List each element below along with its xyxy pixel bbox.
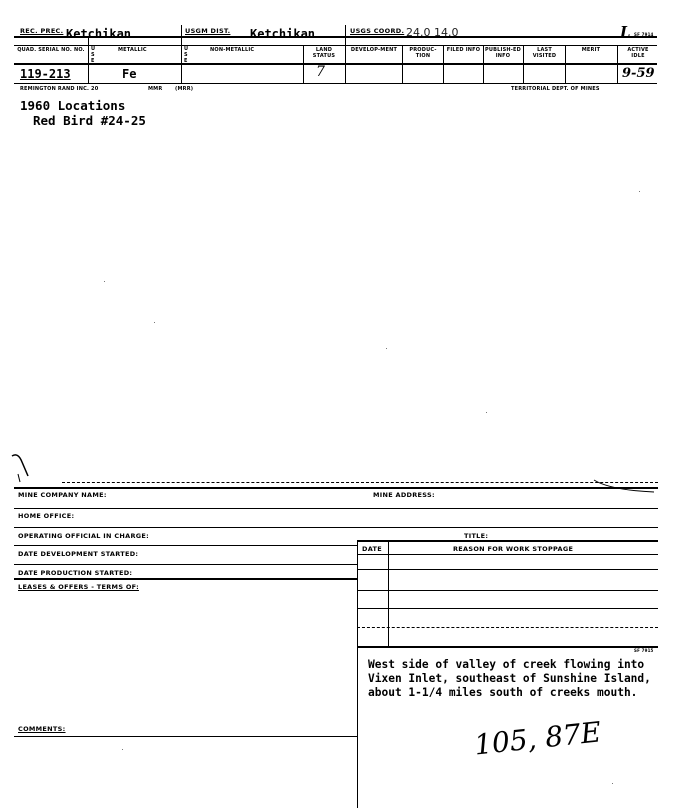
col-divider-8 — [523, 45, 524, 84]
entry-bottom-rule — [14, 83, 657, 84]
operating-official-label: OPERATING OFFICIAL IN CHARGE: — [18, 532, 150, 540]
date-table-top-rule — [357, 540, 658, 542]
col-production: PRODUC-TION — [409, 47, 437, 59]
mine-company-rule — [14, 487, 658, 489]
col-divider-6 — [443, 45, 444, 84]
usgs-coord-label: USGS COORD. — [350, 27, 405, 35]
col-non-metallic: NON-METALLIC — [210, 47, 255, 53]
date-prod-rule — [14, 564, 357, 565]
lower-top-rule — [62, 482, 658, 483]
usgm-dist-label: USGM DIST. — [185, 27, 231, 35]
speck — [154, 322, 155, 323]
date-table-row-rule — [357, 627, 658, 628]
date-dev-rule — [14, 545, 357, 546]
speck — [122, 749, 123, 750]
top-right-curl — [590, 476, 660, 496]
handwritten-code: 105, 87E — [472, 715, 603, 762]
rec-prec-label: REC. PREC. — [20, 27, 64, 35]
location-description-line-3: about 1-1/4 miles south of creeks mouth. — [368, 686, 638, 699]
col-divider-1 — [88, 37, 89, 84]
speck — [104, 281, 105, 282]
col-metallic: METALLIC — [118, 47, 147, 53]
usgs-coord-value: 24.0 14.0 — [406, 26, 459, 39]
rec-prec-value: Ketchikan — [66, 27, 132, 41]
usgm-dist-value: Ketchikan — [250, 27, 316, 41]
col-divider-7 — [483, 45, 484, 84]
date-column-header: DATE — [362, 545, 382, 553]
col-divider-2 — [181, 25, 182, 84]
leases-rule — [14, 578, 357, 580]
mine-address-label: MINE ADDRESS: — [373, 491, 435, 499]
mine-company-name-label: MINE COMPANY NAME: — [18, 491, 107, 499]
col-land-status: LAND STATUS — [312, 47, 336, 59]
corner-fold-mark — [8, 446, 58, 486]
col-quad-serial: QUAD. SERIAL NO. NO. — [17, 47, 85, 53]
comments-rule — [14, 736, 357, 737]
col-published-info: PUBLISH-ED INFO — [485, 47, 522, 59]
col-last-visited: LAST VISITED — [532, 47, 557, 59]
lower-center-divider — [357, 540, 358, 808]
col-merit: MERIT — [581, 47, 601, 53]
operating-official-rule — [14, 527, 658, 528]
col-filed-info: FILED INFO — [446, 47, 481, 53]
reason-column-header: REASON FOR WORK STOPPAGE — [453, 545, 574, 553]
home-office-label: HOME OFFICE: — [18, 512, 75, 520]
department-credit: TERRITORIAL DEPT. OF MINES — [511, 86, 600, 92]
speck — [612, 783, 613, 784]
location-description-line-2: Vixen Inlet, southeast of Sunshine Island, — [368, 672, 651, 685]
col-development: DEVELOP-MENT — [350, 47, 398, 53]
quad-serial-value: 119-213 — [20, 67, 71, 81]
note-line-2: Red Bird #24-25 — [33, 113, 146, 128]
col-divider-3 — [345, 25, 346, 84]
col-active-idle: ACTIVE IDLE — [627, 47, 649, 59]
note-line-1: 1960 Locations — [20, 98, 126, 113]
location-description-line-1: West side of valley of creek flowing into — [368, 658, 645, 671]
date-table-bottom-rule — [357, 646, 658, 648]
col-divider-10 — [617, 45, 618, 84]
home-office-rule — [14, 508, 658, 509]
col-divider-5 — [402, 45, 403, 84]
date-production-started-label: DATE PRODUCTION STARTED: — [18, 569, 133, 577]
date-table-header-rule — [357, 554, 658, 555]
title-label: TITLE: — [464, 532, 489, 540]
lower-form-number: SF 7915 — [634, 648, 654, 653]
code-a: MMR — [148, 86, 163, 92]
corner-mark: L — [620, 23, 631, 41]
date-column-divider — [388, 540, 389, 646]
date-table-row-rule — [357, 590, 658, 591]
speck — [386, 348, 387, 349]
code-b: (MRR) — [175, 86, 194, 92]
land-status-value: 7 — [316, 64, 325, 80]
active-idle-value: 9-59 — [622, 66, 655, 81]
leases-offers-label: LEASES & OFFERS - TERMS OF: — [18, 583, 139, 591]
header-mid-rule — [14, 45, 657, 46]
date-table-row-rule — [357, 569, 658, 570]
comments-label: COMMENTS: — [18, 725, 66, 733]
date-development-started-label: DATE DEVELOPMENT STARTED: — [18, 550, 139, 558]
date-table-row-rule — [357, 608, 658, 609]
printer-credit: REMINGTON RAND INC. 20 — [20, 86, 99, 92]
metallic-value: Fe — [122, 67, 137, 81]
col-divider-9 — [565, 45, 566, 84]
col-use-metallic-prefix: U S E — [91, 46, 96, 64]
header-bottom-rule — [14, 63, 657, 65]
col-divider-4 — [303, 45, 304, 84]
header-form-number: SF 7914 — [634, 32, 654, 37]
col-use-nonmetallic-prefix: U S E — [184, 46, 189, 64]
speck — [639, 191, 640, 192]
speck — [486, 412, 487, 413]
